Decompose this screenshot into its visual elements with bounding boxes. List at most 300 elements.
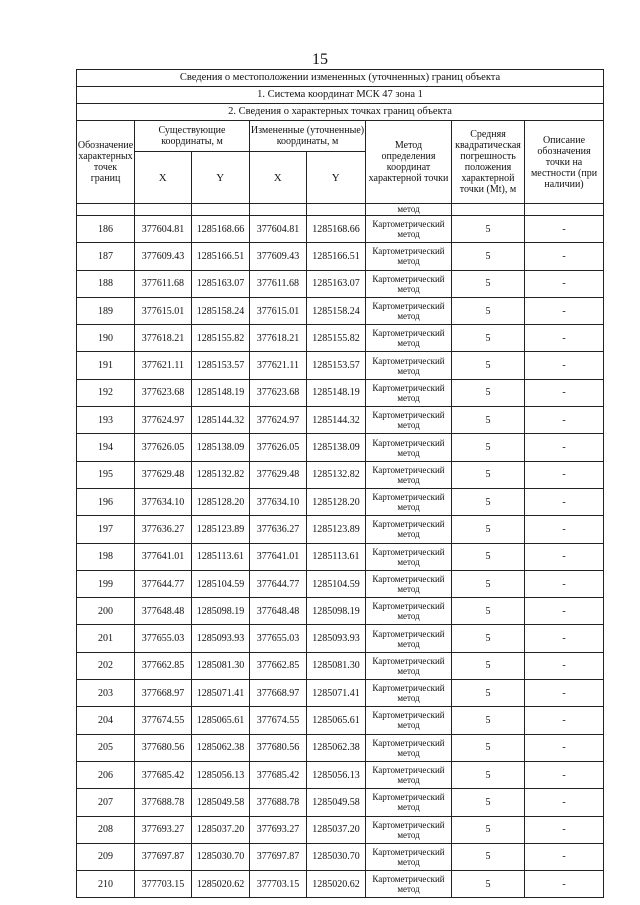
- cell-error: 5: [452, 462, 525, 488]
- cell-n: 197: [77, 516, 135, 542]
- cell-description: -: [562, 305, 566, 317]
- cell-x1: 377685.42: [135, 762, 192, 788]
- continuation-empty-cell: [452, 204, 525, 215]
- method-line-1: Картометрический: [372, 819, 445, 830]
- cell-y1: 1285113.61: [192, 544, 250, 570]
- method-line-2: метод: [397, 283, 420, 294]
- cell-y2: 1285098.19: [307, 598, 366, 624]
- cell-error: 5: [452, 680, 525, 706]
- table-row: [77, 407, 603, 434]
- cell-y2: 1285020.62: [307, 871, 366, 897]
- cell-x2: 377703.15: [250, 871, 307, 897]
- cell-y1: 1285168.66: [192, 216, 250, 242]
- method-line-2: метод: [397, 474, 420, 485]
- cell-n: 196: [77, 489, 135, 515]
- method-line-2: метод: [397, 802, 420, 813]
- cell-x1: 377615.01: [135, 298, 192, 324]
- method-line-2: метод: [397, 747, 420, 758]
- header-existing: Существующие координаты, м: [135, 121, 249, 152]
- cell-method: [366, 598, 452, 624]
- cell-description: -: [562, 523, 566, 535]
- cell-x1: 377674.55: [135, 707, 192, 733]
- cell-description: -: [562, 250, 566, 262]
- cell-n: 207: [77, 789, 135, 815]
- cell-x1: 377668.97: [135, 680, 192, 706]
- cell-x1: 377662.85: [135, 653, 192, 679]
- cell-x2: 377655.03: [250, 625, 307, 651]
- cell-x2: 377685.42: [250, 762, 307, 788]
- header-existing-x: X: [135, 152, 192, 203]
- cell-description: -: [562, 851, 566, 863]
- header-changed-group: [250, 121, 366, 203]
- cell-method: [366, 625, 452, 651]
- method-line-1: Картометрический: [372, 601, 445, 612]
- method-line-1: Картометрический: [372, 437, 445, 448]
- cell-method: [366, 735, 452, 761]
- table-row: [77, 653, 603, 680]
- cell-error: 5: [452, 243, 525, 269]
- cell-y1: 1285138.09: [192, 434, 250, 460]
- cell-description: -: [562, 223, 566, 235]
- continuation-method: метод: [366, 204, 452, 215]
- cell-method: [366, 544, 452, 570]
- method-line-2: метод: [397, 556, 420, 567]
- cell-description: -: [562, 387, 566, 399]
- header-method-text: Метод определения координат характерной точки: [368, 140, 449, 184]
- method-line-2: метод: [397, 775, 420, 786]
- method-line-1: Картометрический: [372, 765, 445, 776]
- cell-y1: 1285163.07: [192, 271, 250, 297]
- cell-method: [366, 352, 452, 378]
- cell-y1: 1285062.38: [192, 735, 250, 761]
- cell-x2: 377629.48: [250, 462, 307, 488]
- cell-method: [366, 407, 452, 433]
- method-line-1: Картометрический: [372, 519, 445, 530]
- cell-y1: 1285081.30: [192, 653, 250, 679]
- method-line-2: метод: [397, 584, 420, 594]
- table-row: [77, 325, 603, 352]
- method-line-2: метод: [397, 665, 420, 676]
- cell-x1: 377604.81: [135, 216, 192, 242]
- cell-error: 5: [452, 352, 525, 378]
- cell-n: 210: [77, 871, 135, 897]
- cell-y2: 1285128.20: [307, 489, 366, 515]
- method-line-2: метод: [397, 311, 420, 322]
- header-changed: Измененные (уточненные) координаты, м: [250, 121, 365, 152]
- cell-method: [366, 216, 452, 242]
- method-line-1: Картометрический: [372, 683, 445, 694]
- cell-x2: 377618.21: [250, 325, 307, 351]
- cell-x1: 377693.27: [135, 817, 192, 843]
- cell-description: -: [562, 605, 566, 617]
- method-line-2: метод: [397, 447, 420, 458]
- method-line-1: Картометрический: [372, 655, 445, 666]
- cell-error: 5: [452, 598, 525, 624]
- cell-error: 5: [452, 707, 525, 733]
- cell-error: 5: [452, 571, 525, 597]
- cell-y2: 1285158.24: [307, 298, 366, 324]
- cell-y2: 1285166.51: [307, 243, 366, 269]
- cell-y2: 1285081.30: [307, 653, 366, 679]
- cell-y1: 1285030.70: [192, 844, 250, 870]
- cell-error: 5: [452, 735, 525, 761]
- cell-description: -: [562, 633, 566, 645]
- cell-method: [366, 325, 452, 351]
- cell-description: -: [562, 660, 566, 672]
- cell-error: 5: [452, 434, 525, 460]
- method-line-2: метод: [397, 392, 420, 403]
- cell-x1: 377621.11: [135, 352, 192, 378]
- cell-y2: 1285062.38: [307, 735, 366, 761]
- method-line-1: Картометрический: [372, 301, 445, 312]
- continuation-empty-cell: [192, 204, 250, 215]
- header-designation: [77, 121, 135, 203]
- cell-y2: 1285123.89: [307, 516, 366, 542]
- table-row: [77, 352, 603, 379]
- cell-n: 190: [77, 325, 135, 351]
- cell-n: 199: [77, 571, 135, 597]
- cell-description: -: [562, 742, 566, 754]
- cell-x2: 377693.27: [250, 817, 307, 843]
- cell-x2: 377604.81: [250, 216, 307, 242]
- table-row: [77, 216, 603, 243]
- cell-n: 186: [77, 216, 135, 242]
- table-row: [77, 271, 603, 298]
- cell-n: 189: [77, 298, 135, 324]
- cell-method: [366, 789, 452, 815]
- header-error-text: Средняя квадратическая погрешность положения характерной точки (Mt), м: [455, 129, 521, 195]
- cell-y1: 1285049.58: [192, 789, 250, 815]
- cell-y2: 1285071.41: [307, 680, 366, 706]
- method-line-2: метод: [397, 693, 420, 704]
- table-row: [77, 707, 603, 734]
- coordinate-system-row: 1. Система координат МСК 47 зона 1: [77, 87, 603, 104]
- cell-x1: 377624.97: [135, 407, 192, 433]
- header-description: [525, 121, 603, 203]
- cell-method: [366, 571, 452, 597]
- cell-x1: 377641.01: [135, 544, 192, 570]
- cell-error: 5: [452, 653, 525, 679]
- cell-method: [366, 243, 452, 269]
- cell-error: 5: [452, 407, 525, 433]
- cell-y2: 1285148.19: [307, 380, 366, 406]
- method-line-1: Картометрический: [372, 382, 445, 393]
- cell-y2: 1285163.07: [307, 271, 366, 297]
- table-row: [77, 434, 603, 461]
- continuation-empty-cell: [135, 204, 192, 215]
- cell-n: 191: [77, 352, 135, 378]
- cell-description: -: [562, 360, 566, 372]
- section-title-row: 2. Сведения о характерных точках границ объекта: [77, 104, 603, 121]
- cell-error: 5: [452, 298, 525, 324]
- cell-y1: 1285123.89: [192, 516, 250, 542]
- cell-y1: 1285065.61: [192, 707, 250, 733]
- continuation-row: [77, 204, 603, 216]
- table-row: [77, 489, 603, 516]
- cell-x2: 377680.56: [250, 735, 307, 761]
- cell-method: [366, 434, 452, 460]
- cell-n: 195: [77, 462, 135, 488]
- continuation-empty-cell: [250, 204, 307, 215]
- header-changed-y: Y: [331, 171, 340, 184]
- cell-x2: 377688.78: [250, 789, 307, 815]
- cell-y2: 1285153.57: [307, 352, 366, 378]
- cell-x2: 377648.48: [250, 598, 307, 624]
- method-line-2: метод: [397, 420, 420, 431]
- table-row: [77, 625, 603, 652]
- table-body: [77, 216, 603, 898]
- method-line-1: Картометрический: [372, 355, 445, 366]
- method-line-1: Картометрический: [372, 710, 445, 721]
- cell-x1: 377626.05: [135, 434, 192, 460]
- cell-method: [366, 844, 452, 870]
- cell-y2: 1285049.58: [307, 789, 366, 815]
- cell-error: 5: [452, 271, 525, 297]
- cell-y1: 1285155.82: [192, 325, 250, 351]
- page-number: 15: [312, 51, 328, 68]
- cell-description: -: [562, 469, 566, 481]
- cell-error: 5: [452, 844, 525, 870]
- cell-y2: 1285104.59: [307, 571, 366, 597]
- cell-description: -: [562, 551, 566, 563]
- header-error: [452, 121, 525, 203]
- method-line-2: метод: [397, 856, 420, 867]
- cell-x2: 377623.68: [250, 380, 307, 406]
- cell-error: 5: [452, 216, 525, 242]
- method-line-1: Картометрический: [372, 574, 445, 584]
- cell-y1: 1285144.32: [192, 407, 250, 433]
- cell-x2: 377626.05: [250, 434, 307, 460]
- cell-n: 200: [77, 598, 135, 624]
- method-line-2: метод: [397, 229, 420, 240]
- cell-y2: 1285113.61: [307, 544, 366, 570]
- method-line-2: метод: [397, 365, 420, 376]
- cell-description: -: [562, 824, 566, 836]
- cell-x1: 377618.21: [135, 325, 192, 351]
- cell-method: [366, 380, 452, 406]
- header-existing-y: Y: [216, 171, 225, 184]
- cell-method: [366, 271, 452, 297]
- cell-method: [366, 762, 452, 788]
- cell-error: 5: [452, 762, 525, 788]
- cell-y1: 1285098.19: [192, 598, 250, 624]
- table-row: [77, 680, 603, 707]
- cell-description: -: [562, 878, 566, 890]
- cell-y1: 1285104.59: [192, 571, 250, 597]
- cell-n: 204: [77, 707, 135, 733]
- method-line-1: Картометрический: [372, 737, 445, 748]
- cell-n: 209: [77, 844, 135, 870]
- cell-y1: 1285037.20: [192, 817, 250, 843]
- cell-n: 198: [77, 544, 135, 570]
- cell-x1: 377636.27: [135, 516, 192, 542]
- cell-description: -: [562, 496, 566, 508]
- cell-y2: 1285132.82: [307, 462, 366, 488]
- method-line-2: метод: [397, 502, 420, 513]
- cell-error: 5: [452, 625, 525, 651]
- method-line-2: метод: [397, 829, 420, 840]
- cell-n: 201: [77, 625, 135, 651]
- header-description-text: Описание обозначения точки на местности (при наличии): [530, 134, 598, 190]
- cell-n: 202: [77, 653, 135, 679]
- table-row: [77, 544, 603, 571]
- cell-x1: 377697.87: [135, 844, 192, 870]
- cell-method: [366, 817, 452, 843]
- cell-x1: 377680.56: [135, 735, 192, 761]
- cell-x1: 377648.48: [135, 598, 192, 624]
- cell-y1: 1285148.19: [192, 380, 250, 406]
- cell-x2: 377609.43: [250, 243, 307, 269]
- continuation-empty-cell: [77, 204, 135, 215]
- cell-x2: 377697.87: [250, 844, 307, 870]
- cell-error: 5: [452, 817, 525, 843]
- coordinates-table: [76, 69, 604, 898]
- cell-y2: 1285144.32: [307, 407, 366, 433]
- cell-n: 193: [77, 407, 135, 433]
- table-row: [77, 844, 603, 871]
- cell-x1: 377629.48: [135, 462, 192, 488]
- cell-n: 203: [77, 680, 135, 706]
- cell-x2: 377668.97: [250, 680, 307, 706]
- cell-n: 206: [77, 762, 135, 788]
- cell-n: 188: [77, 271, 135, 297]
- cell-y2: 1285056.13: [307, 762, 366, 788]
- cell-method: [366, 871, 452, 897]
- cell-method: [366, 462, 452, 488]
- table-row: [77, 871, 603, 898]
- table-row: [77, 762, 603, 789]
- cell-y2: 1285030.70: [307, 844, 366, 870]
- continuation-empty-cell: [307, 204, 366, 215]
- cell-y2: 1285138.09: [307, 434, 366, 460]
- table-row: [77, 243, 603, 270]
- cell-error: 5: [452, 516, 525, 542]
- cell-y2: 1285168.66: [307, 216, 366, 242]
- cell-x1: 377623.68: [135, 380, 192, 406]
- cell-description: -: [562, 332, 566, 344]
- cell-x1: 377634.10: [135, 489, 192, 515]
- cell-description: -: [562, 687, 566, 699]
- method-line-1: Картометрический: [372, 546, 445, 557]
- method-line-1: Картометрический: [372, 273, 445, 284]
- table-header: [77, 121, 603, 204]
- cell-x2: 377624.97: [250, 407, 307, 433]
- cell-x2: 377674.55: [250, 707, 307, 733]
- cell-description: -: [562, 796, 566, 808]
- method-line-1: Картометрический: [372, 246, 445, 257]
- method-line-1: Картометрический: [372, 492, 445, 503]
- cell-x1: 377655.03: [135, 625, 192, 651]
- cell-description: -: [562, 442, 566, 454]
- table-row: [77, 380, 603, 407]
- cell-error: 5: [452, 325, 525, 351]
- cell-x2: 377634.10: [250, 489, 307, 515]
- table-row: [77, 817, 603, 844]
- cell-method: [366, 298, 452, 324]
- table-row: [77, 598, 603, 625]
- cell-error: 5: [452, 789, 525, 815]
- table-title: Сведения о местоположении измененных (уточненных) границ объекта: [77, 70, 603, 87]
- cell-error: 5: [452, 489, 525, 515]
- cell-method: [366, 653, 452, 679]
- cell-n: 192: [77, 380, 135, 406]
- cell-y1: 1285071.41: [192, 680, 250, 706]
- cell-n: 194: [77, 434, 135, 460]
- cell-y2: 1285065.61: [307, 707, 366, 733]
- table-row: [77, 789, 603, 816]
- method-line-1: Картометрический: [372, 328, 445, 339]
- method-line-2: метод: [397, 638, 420, 649]
- cell-method: [366, 489, 452, 515]
- method-line-1: Картометрический: [372, 846, 445, 857]
- cell-x2: 377662.85: [250, 653, 307, 679]
- method-line-1: Картометрический: [372, 219, 445, 230]
- cell-x1: 377703.15: [135, 871, 192, 897]
- cell-y2: 1285093.93: [307, 625, 366, 651]
- header-existing-group: [135, 121, 250, 203]
- cell-method: [366, 707, 452, 733]
- method-line-1: Картометрический: [372, 792, 445, 803]
- table-row: [77, 298, 603, 325]
- cell-y1: 1285132.82: [192, 462, 250, 488]
- cell-error: 5: [452, 544, 525, 570]
- cell-y1: 1285158.24: [192, 298, 250, 324]
- table-row: [77, 571, 603, 598]
- header-designation-text: Обозначение характерных точек границ: [77, 140, 134, 184]
- table-row: [77, 735, 603, 762]
- table-row: [77, 516, 603, 543]
- header-changed-x: X: [250, 152, 307, 203]
- cell-y2: 1285037.20: [307, 817, 366, 843]
- cell-x2: 377621.11: [250, 352, 307, 378]
- method-line-1: Картометрический: [372, 410, 445, 421]
- method-line-2: метод: [397, 529, 420, 540]
- cell-x1: 377688.78: [135, 789, 192, 815]
- cell-description: -: [562, 714, 566, 726]
- cell-x1: 377609.43: [135, 243, 192, 269]
- cell-y1: 1285056.13: [192, 762, 250, 788]
- header-method: [366, 121, 452, 203]
- cell-n: 205: [77, 735, 135, 761]
- table-row: [77, 462, 603, 489]
- cell-y1: 1285020.62: [192, 871, 250, 897]
- cell-error: 5: [452, 871, 525, 897]
- cell-y1: 1285153.57: [192, 352, 250, 378]
- cell-x2: 377611.68: [250, 271, 307, 297]
- cell-x1: 377611.68: [135, 271, 192, 297]
- cell-error: 5: [452, 380, 525, 406]
- cell-method: [366, 516, 452, 542]
- cell-x2: 377636.27: [250, 516, 307, 542]
- cell-y1: 1285128.20: [192, 489, 250, 515]
- cell-y1: 1285166.51: [192, 243, 250, 269]
- cell-description: -: [562, 578, 566, 590]
- cell-description: -: [562, 769, 566, 781]
- continuation-empty-cell: [525, 204, 603, 215]
- method-line-1: Картометрический: [372, 628, 445, 639]
- cell-description: -: [562, 414, 566, 426]
- method-line-1: Картометрический: [372, 464, 445, 475]
- cell-description: -: [562, 278, 566, 290]
- method-line-1: Картометрический: [372, 874, 445, 885]
- cell-x2: 377641.01: [250, 544, 307, 570]
- cell-method: [366, 680, 452, 706]
- method-line-2: метод: [397, 720, 420, 731]
- method-line-2: метод: [397, 338, 420, 349]
- cell-x2: 377615.01: [250, 298, 307, 324]
- cell-y2: 1285155.82: [307, 325, 366, 351]
- method-line-2: метод: [397, 884, 420, 895]
